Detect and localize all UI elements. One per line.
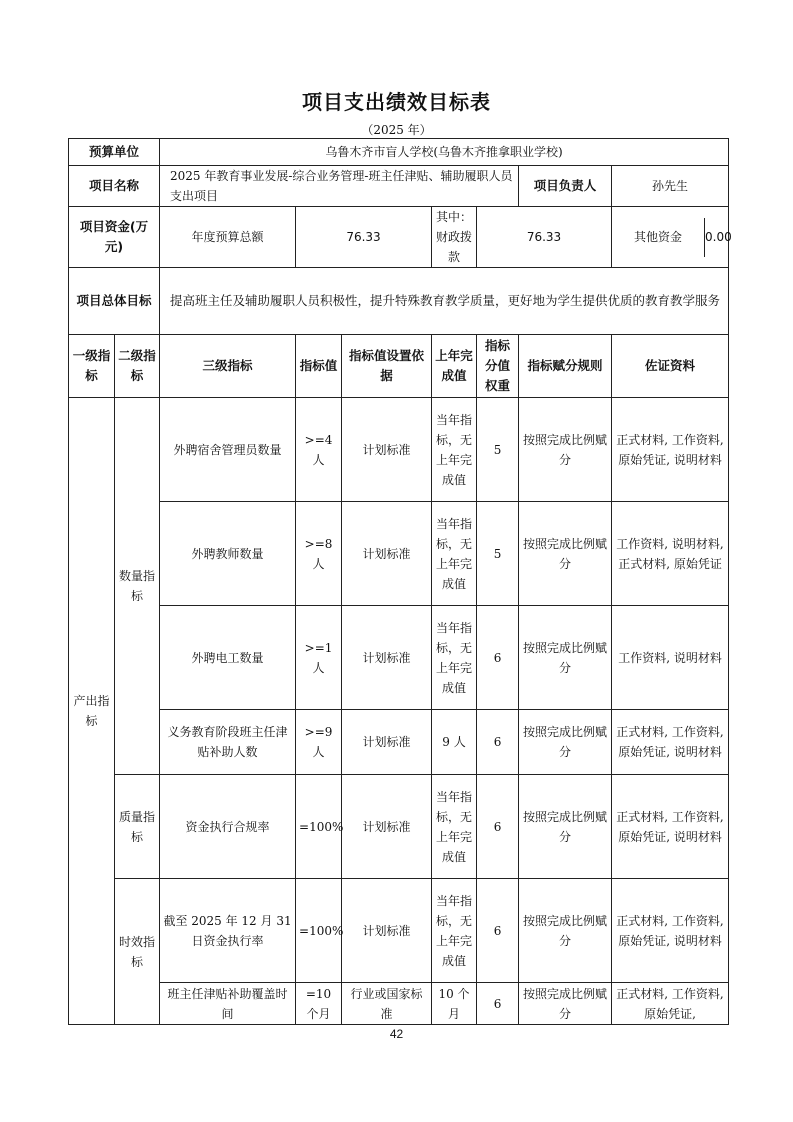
row-name: 外聘电工数量	[160, 606, 296, 710]
row-rule: 按照完成比例赋分	[519, 710, 612, 775]
row-rule: 按照完成比例赋分	[519, 502, 612, 606]
group-quantity: 数量指标	[115, 398, 160, 775]
annual-label: 年度预算总额	[160, 207, 296, 268]
row-value: >=4人	[296, 398, 342, 502]
row-name: 资金执行合规率	[160, 775, 296, 879]
goal-label: 项目总体目标	[69, 268, 160, 335]
row-value: =100%	[296, 879, 342, 983]
other-label: 其他资金	[612, 218, 705, 257]
page-number: 42	[389, 1027, 404, 1041]
row-weight: 6	[477, 983, 519, 1025]
page-title: 项目支出绩效目标表	[302, 90, 491, 114]
row-basis: 计划标准	[342, 710, 432, 775]
row-weight: 6	[477, 606, 519, 710]
row-basis: 计划标准	[342, 775, 432, 879]
unit-value: 乌鲁木齐市盲人学校(乌鲁木齐推拿职业学校)	[160, 139, 729, 166]
row-weight: 5	[477, 398, 519, 502]
row-last: 当年指标，无上年完成值	[432, 775, 477, 879]
goal-value: 提高班主任及辅助履职人员积极性，提升特殊教育教学质量，更好地为学生提供优质的教育教学服务	[160, 268, 729, 335]
fund-row	[69, 207, 729, 268]
row-value: >=1人	[296, 606, 342, 710]
row-basis: 计划标准	[342, 398, 432, 502]
row-basis: 计划标准	[342, 606, 432, 710]
year-label: （2025 年）	[361, 123, 432, 137]
name-label: 项目名称	[69, 166, 160, 207]
row-last: 当年指标，无上年完成值	[432, 879, 477, 983]
fiscal-value: 76.33	[477, 207, 612, 268]
row-last: 当年指标，无上年完成值	[432, 398, 477, 502]
column-header-row	[69, 335, 729, 398]
name-row	[69, 166, 729, 207]
col-level1: 一级指标	[69, 335, 115, 398]
table-row	[69, 775, 729, 879]
table-row	[69, 502, 729, 606]
row-last: 10 个月	[432, 983, 477, 1025]
name-value: 2025 年教育事业发展-综合业务管理-班主任津贴、辅助履职人员支出项目	[160, 166, 519, 207]
row-name: 班主任津贴补助覆盖时间	[160, 983, 296, 1025]
col-level2: 二级指标	[115, 335, 160, 398]
row-name: 外聘宿舍管理员数量	[160, 398, 296, 502]
table-row	[69, 983, 729, 1025]
row-evidence: 工作资料, 说明材料, 正式材料, 原始凭证	[612, 502, 729, 606]
row-rule: 按照完成比例赋分	[519, 398, 612, 502]
unit-label: 预算单位	[69, 139, 160, 166]
goal-row	[69, 268, 729, 335]
row-value: >=8人	[296, 502, 342, 606]
row-basis: 行业或国家标准	[342, 983, 432, 1025]
performance-table	[68, 138, 732, 1025]
row-value: =10 个月	[296, 983, 342, 1025]
row-basis: 计划标准	[342, 879, 432, 983]
row-weight: 6	[477, 775, 519, 879]
fiscal-label: 其中：财政拨款	[432, 207, 477, 268]
other-value: 0.00	[705, 230, 732, 244]
table-row	[69, 879, 729, 983]
col-basis: 指标值设置依据	[342, 335, 432, 398]
level1-cell: 产出指标	[69, 398, 115, 1025]
group-time: 时效指标	[115, 879, 160, 1025]
owner-value: 孙先生	[612, 166, 729, 207]
row-weight: 6	[477, 879, 519, 983]
col-evidence: 佐证资料	[612, 335, 729, 398]
col-weight: 指标分值权重	[477, 335, 519, 398]
row-evidence: 正式材料, 工作资料, 原始凭证,	[612, 983, 729, 1025]
row-name: 外聘教师数量	[160, 502, 296, 606]
col-rule: 指标赋分规则	[519, 335, 612, 398]
row-evidence: 正式材料, 工作资料, 原始凭证, 说明材料	[612, 710, 729, 775]
row-rule: 按照完成比例赋分	[519, 983, 612, 1025]
row-last: 当年指标，无上年完成值	[432, 606, 477, 710]
col-value: 指标值	[296, 335, 342, 398]
table-row	[69, 398, 729, 502]
row-evidence: 工作资料, 说明材料	[612, 606, 729, 710]
table-row	[69, 710, 729, 775]
row-basis: 计划标准	[342, 502, 432, 606]
row-weight: 6	[477, 710, 519, 775]
col-last: 上年完成值	[432, 335, 477, 398]
group-quality: 质量指标	[115, 775, 160, 879]
table-row	[69, 606, 729, 710]
row-rule: 按照完成比例赋分	[519, 879, 612, 983]
row-name: 义务教育阶段班主任津贴补助人数	[160, 710, 296, 775]
row-evidence: 正式材料, 工作资料, 原始凭证, 说明材料	[612, 879, 729, 983]
row-last: 当年指标，无上年完成值	[432, 502, 477, 606]
row-rule: 按照完成比例赋分	[519, 606, 612, 710]
annual-value: 76.33	[296, 207, 432, 268]
col-level3: 三级指标	[160, 335, 296, 398]
unit-row	[69, 139, 729, 166]
row-value: =100%	[296, 775, 342, 879]
row-weight: 5	[477, 502, 519, 606]
row-evidence: 正式材料, 工作资料, 原始凭证, 说明材料	[612, 775, 729, 879]
row-value: >=9人	[296, 710, 342, 775]
row-evidence: 正式材料, 工作资料, 原始凭证, 说明材料	[612, 398, 729, 502]
owner-label: 项目负责人	[519, 166, 612, 207]
row-name: 截至 2025 年 12 月 31 日资金执行率	[160, 879, 296, 983]
row-last: 9 人	[432, 710, 477, 775]
fund-label: 项目资金(万元)	[69, 207, 160, 268]
row-rule: 按照完成比例赋分	[519, 775, 612, 879]
